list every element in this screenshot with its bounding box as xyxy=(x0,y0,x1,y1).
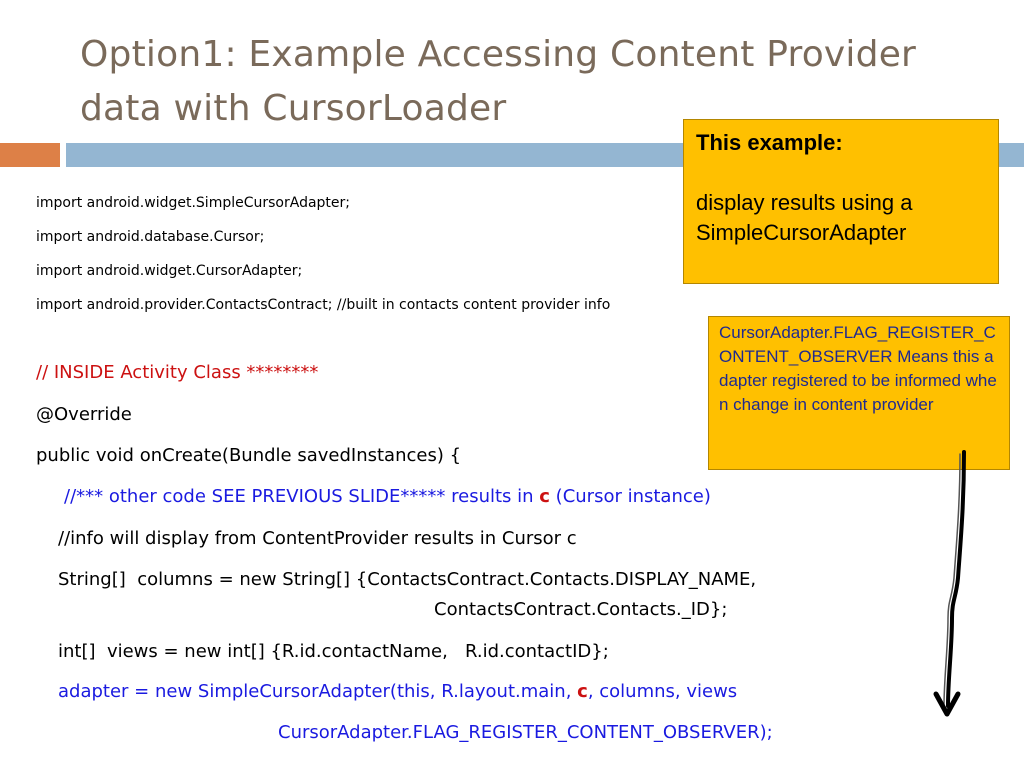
import-line: import android.provider.ContactsContract; //built in contacts content provider info xyxy=(36,297,611,313)
oncreate-signature: public void onCreate(Bundle savedInstances) { xyxy=(36,445,462,466)
views-line: int[] views = new int[] {R.id.contactName, R.id.contactID}; xyxy=(58,641,609,662)
adapter-line xyxy=(58,681,737,702)
import-line: import android.widget.CursorAdapter; xyxy=(36,263,303,279)
down-arrow-icon xyxy=(930,448,970,723)
cursor-variable: c xyxy=(539,486,550,507)
adapter-line-continued: CursorAdapter.FLAG_REGISTER_CONTENT_OBSERVER); xyxy=(278,722,773,743)
import-line: import android.database.Cursor; xyxy=(36,229,265,245)
other-code-comment xyxy=(64,486,711,507)
import-line: import android.widget.SimpleCursorAdapter; xyxy=(36,195,351,211)
slide-title-line1: Option1: Example Accessing Content Provider xyxy=(80,34,917,75)
activity-comment: // INSIDE Activity Class ******** xyxy=(36,362,319,383)
flag-explanation-box xyxy=(708,316,1010,470)
example-note-box xyxy=(683,119,999,284)
override-annotation: @Override xyxy=(36,404,132,425)
columns-line-continued: ContactsContract.Contacts._ID}; xyxy=(434,599,728,620)
adapter-line-a: adapter = new SimpleCursorAdapter(this, R.layout.main, xyxy=(58,681,578,702)
slide-title-line2: data with CursorLoader xyxy=(80,88,507,129)
flag-explanation-text: CursorAdapter.FLAG_REGISTER_CONTENT_OBSERVER Means this adapter registered to be informed when change in content provider xyxy=(719,323,997,414)
example-note-body: display results using a SimpleCursorAdapter xyxy=(696,190,913,245)
accent-bar-orange xyxy=(0,143,60,167)
example-note-heading: This example: xyxy=(696,130,843,155)
columns-line: String[] columns = new String[] {ContactsContract.Contacts.DISPLAY_NAME, xyxy=(58,569,757,590)
other-code-comment-b: (Cursor instance) xyxy=(549,486,711,507)
info-comment: //info will display from ContentProvider results in Cursor c xyxy=(58,528,577,549)
other-code-comment-a: //*** other code SEE PREVIOUS SLIDE***** results in xyxy=(64,486,540,507)
import-list xyxy=(36,186,716,322)
adapter-line-b: , columns, views xyxy=(587,681,738,702)
cursor-variable: c xyxy=(577,681,588,702)
